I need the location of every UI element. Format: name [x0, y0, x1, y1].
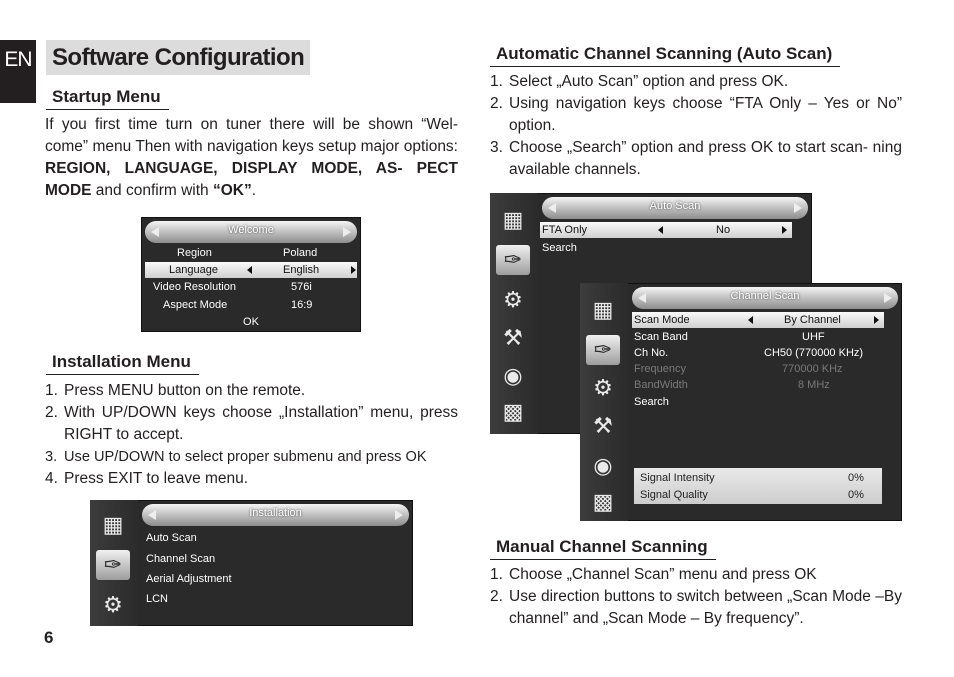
row-value: English: [283, 264, 320, 276]
list-item: [490, 71, 902, 93]
fta-only-row[interactable]: [540, 222, 792, 238]
left-arrow-icon[interactable]: [658, 226, 663, 234]
row-value: 770000 KHz: [782, 363, 843, 375]
welcome-row-region[interactable]: [145, 245, 357, 261]
step-text: Press MENU button on the remote.: [64, 382, 306, 399]
signal-intensity-value: 0%: [848, 472, 864, 484]
list-item: [490, 586, 902, 630]
menu-item-auto-scan[interactable]: Auto Scan: [146, 532, 197, 544]
auto-scan-title: Auto Scan: [649, 200, 701, 212]
page-title: Software Configuration: [46, 40, 310, 75]
titlebar-right-arrow-icon: [395, 510, 403, 520]
list-item: [45, 446, 458, 468]
signal-status-box: [634, 468, 882, 504]
installation-screen: [90, 500, 413, 626]
media-icon[interactable]: ▦: [102, 512, 124, 537]
row-label: Language: [169, 264, 218, 276]
row-label: FTA Only: [542, 224, 588, 236]
language-tab: EN: [0, 40, 36, 103]
step-text: Choose „Channel Scan” menu and press OK: [509, 566, 817, 583]
step-number: 3.: [45, 449, 58, 465]
startup-menu-heading: Startup Menu: [46, 87, 169, 110]
auto-scan-titlebar: [542, 197, 808, 219]
clapperboard-icon[interactable]: ▩: [592, 489, 614, 514]
auto-scan-search-item[interactable]: Search: [542, 242, 577, 254]
startup-period: .: [251, 182, 257, 199]
step-number: 1.: [45, 382, 58, 399]
welcome-row-language[interactable]: [145, 262, 357, 278]
gamepad-icon[interactable]: ◉: [503, 363, 523, 388]
frequency-row: [634, 361, 884, 377]
list-item: [490, 137, 902, 181]
step-text: Use direction buttons to switch between „Scan Mode –By channel” and „Scan Mode – By frequency”.: [509, 588, 902, 627]
auto-scan-heading: Automatic Channel Scanning (Auto Scan): [490, 44, 840, 67]
list-item: [490, 564, 902, 586]
step-text: Select „Auto Scan” option and press OK.: [509, 73, 789, 90]
list-item: [490, 93, 902, 137]
step-number: 2.: [45, 404, 58, 421]
channel-scan-search-item[interactable]: Search: [634, 396, 669, 408]
row-label: Region: [177, 247, 212, 259]
startup-intro: If you first time turn on tuner there will be shown “Wel- come” menu Then with navigation keys setup major options:: [45, 116, 458, 155]
step-number: 4.: [45, 470, 58, 487]
menu-item-lcn[interactable]: LCN: [146, 593, 169, 605]
row-label: Ch No.: [634, 347, 669, 359]
wrench-screwdriver-icon[interactable]: ⚒: [503, 325, 523, 350]
row-value: CH50 (770000 KHz): [764, 347, 864, 359]
left-arrow-icon[interactable]: [247, 266, 252, 274]
step-text: Using navigation keys choose “FTA Only – Yes or No” option.: [509, 95, 902, 134]
installation-title: Installation: [249, 507, 302, 519]
startup-ok: “OK”: [212, 182, 252, 199]
scan-band-row[interactable]: [634, 329, 884, 345]
list-item: [45, 402, 458, 446]
manual-scan-steps: [490, 564, 902, 630]
installation-titlebar: [142, 504, 409, 526]
step-text: Use UP/DOWN to select proper submenu and press OK: [64, 449, 427, 465]
clapperboard-icon[interactable]: ▩: [502, 399, 524, 424]
row-value: No: [716, 224, 731, 236]
tools-satellite-icon[interactable]: ✑: [96, 550, 130, 580]
startup-confirm: and confirm with: [91, 182, 213, 199]
channel-scan-titlebar: [632, 287, 898, 309]
tools-satellite-icon[interactable]: ✑: [586, 335, 620, 365]
gears-icon[interactable]: ⚙: [503, 287, 523, 312]
titlebar-right-arrow-icon: [884, 293, 892, 303]
gears-icon[interactable]: ⚙: [593, 375, 613, 400]
bandwidth-row: [634, 377, 884, 393]
welcome-row-aspect-mode[interactable]: [145, 297, 357, 313]
signal-quality-label: Signal Quality: [640, 489, 708, 501]
signal-intensity-label: Signal Intensity: [640, 472, 715, 484]
channel-scan-screen: [580, 283, 902, 521]
menu-item-aerial-adjustment[interactable]: Aerial Adjustment: [146, 573, 232, 585]
row-value: By Channel: [784, 314, 841, 326]
list-item: [45, 380, 458, 402]
menu-item-channel-scan[interactable]: Channel Scan: [146, 553, 216, 565]
installation-menu-heading: Installation Menu: [46, 352, 199, 375]
row-label: Aspect Mode: [163, 299, 228, 311]
gamepad-icon[interactable]: ◉: [593, 453, 613, 478]
welcome-ok-button[interactable]: OK: [243, 316, 259, 328]
step-number: 1.: [490, 73, 503, 90]
page-number: 6: [44, 628, 54, 647]
step-number: 2.: [490, 588, 503, 605]
right-arrow-icon[interactable]: [874, 316, 879, 324]
tools-satellite-icon[interactable]: ✑: [496, 245, 530, 275]
row-label: BandWidth: [634, 379, 688, 391]
media-icon[interactable]: ▦: [592, 297, 614, 322]
list-item: [45, 468, 458, 490]
row-value: UHF: [802, 331, 825, 343]
welcome-row-video-resolution[interactable]: [145, 279, 357, 295]
step-number: 3.: [490, 139, 503, 156]
row-label: Video Resolution: [153, 281, 236, 293]
startup-options: REGION, LANGUAGE, DISPLAY MODE, AS- PECT MODE: [45, 160, 458, 199]
media-icon[interactable]: ▦: [502, 207, 524, 232]
titlebar-right-arrow-icon: [794, 203, 802, 213]
row-label: Scan Mode: [634, 314, 690, 326]
manual-scan-heading: Manual Channel Scanning: [490, 537, 716, 560]
row-value: Poland: [283, 247, 318, 259]
right-arrow-icon[interactable]: [351, 266, 356, 274]
step-text: With UP/DOWN keys choose „Installation” menu, press RIGHT to accept.: [64, 404, 458, 443]
step-text: Choose „Search” option and press OK to start scan- ning available channels.: [509, 139, 902, 178]
welcome-titlebar: [145, 221, 357, 243]
menu-sidebar: [90, 500, 138, 626]
right-arrow-icon[interactable]: [782, 226, 787, 234]
step-number: 1.: [490, 566, 503, 583]
welcome-title: Welcome: [228, 224, 274, 236]
welcome-screen: [141, 217, 361, 332]
row-label: Frequency: [634, 363, 686, 375]
step-number: 2.: [490, 95, 503, 112]
titlebar-right-arrow-icon: [343, 227, 351, 237]
scan-mode-row[interactable]: [632, 312, 884, 328]
row-value: 576i: [291, 281, 312, 293]
row-value: 16:9: [291, 299, 313, 311]
ch-no-row[interactable]: [634, 345, 892, 361]
step-text: Press EXIT to leave menu.: [64, 470, 249, 487]
menu-sidebar: [580, 283, 628, 521]
row-value: 8 MHz: [798, 379, 830, 391]
auto-scan-steps: [490, 71, 902, 181]
menu-sidebar: [490, 193, 538, 434]
wrench-screwdriver-icon[interactable]: ⚒: [593, 413, 613, 438]
left-arrow-icon[interactable]: [748, 316, 753, 324]
signal-quality-value: 0%: [848, 489, 864, 501]
row-label: Scan Band: [634, 331, 688, 343]
startup-paragraph: [45, 114, 458, 202]
installation-steps: [45, 380, 458, 490]
gears-icon[interactable]: ⚙: [103, 592, 123, 617]
channel-scan-title: Channel Scan: [730, 290, 800, 302]
